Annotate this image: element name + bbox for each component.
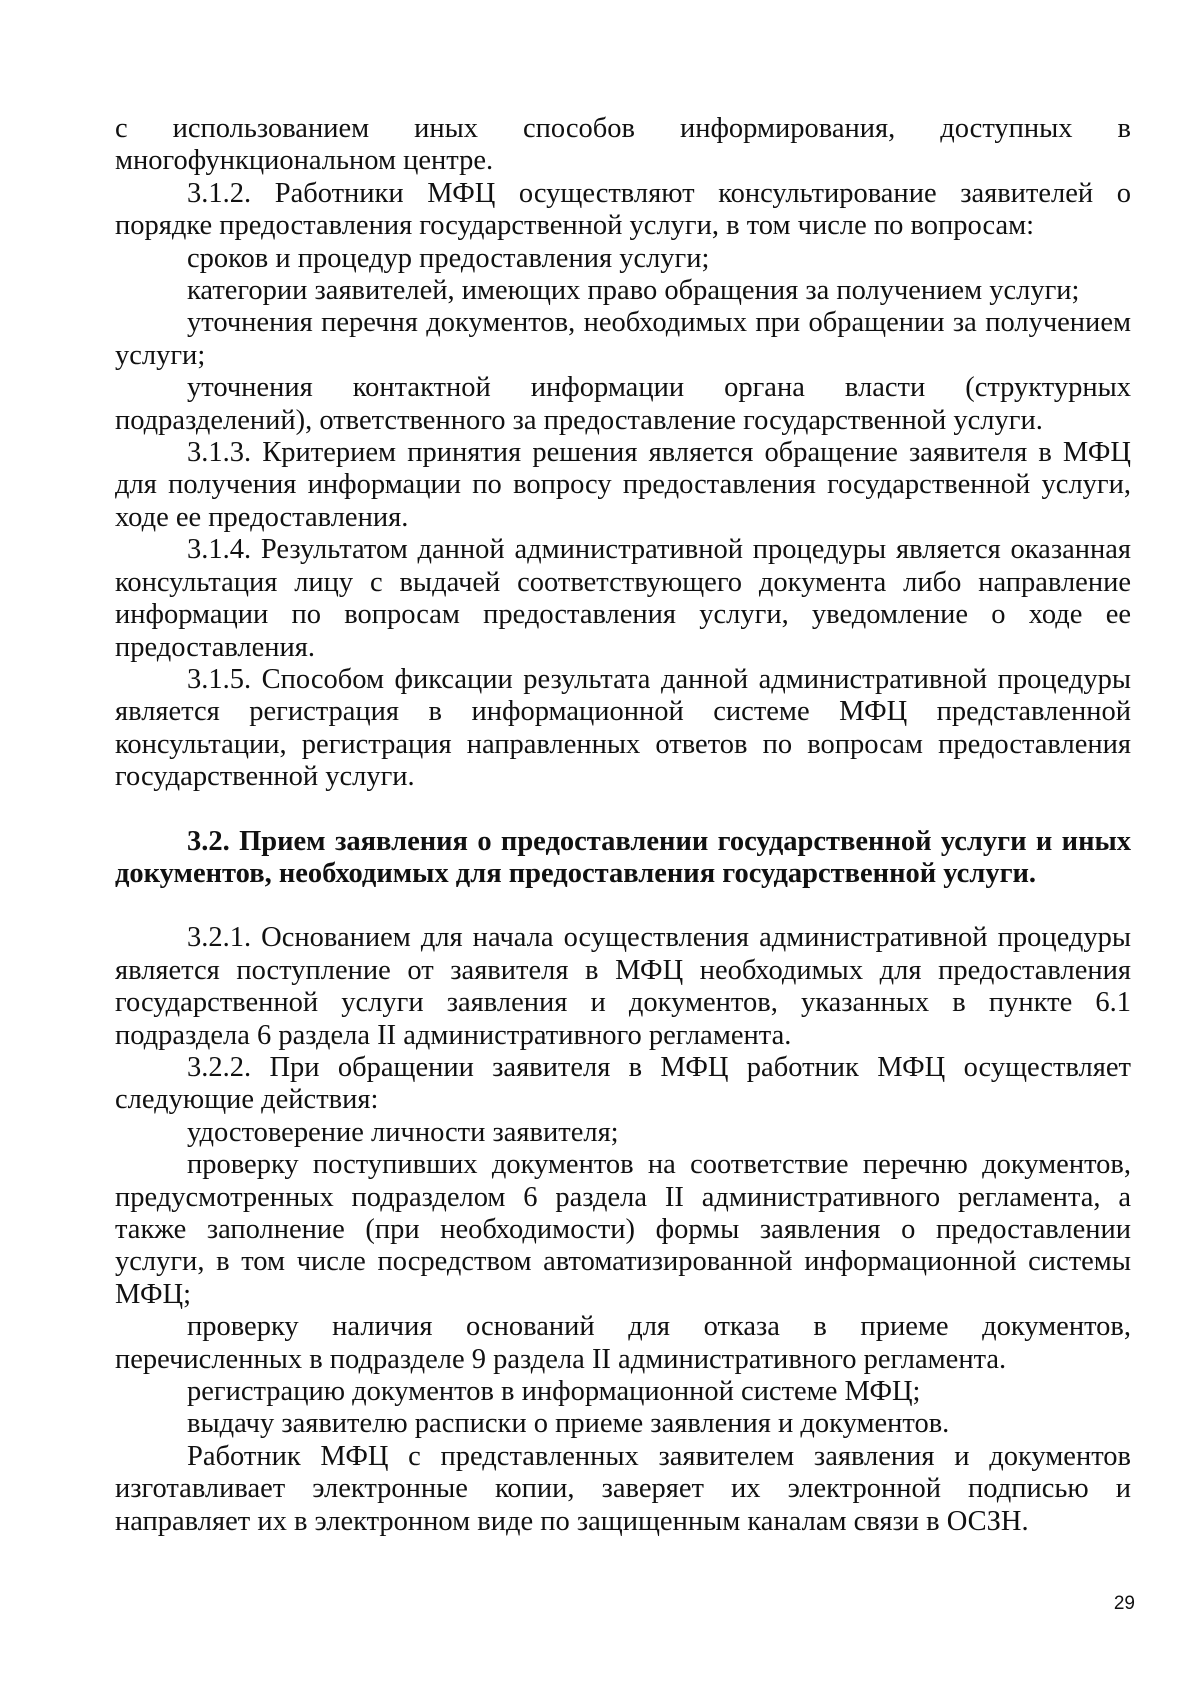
paragraph-3-1-3: 3.1.3. Критерием принятия решения является обращение заявителя в МФЦ для получения информации по вопросу предоставления государственной услуги, ходе ее предоставления. <box>115 437 1131 533</box>
list-item-kontaktnaya-informaciya: уточнения контактной информации органа власти (структурных подразделений), ответственного за предоставление государственной услуги. <box>115 372 1131 436</box>
list-item-proverka-osnovaniy: проверку наличия оснований для отказа в приеме документов, перечисленных в подразделе 9 раздела II административного регламента. <box>115 1311 1131 1375</box>
document-page <box>115 113 1131 1538</box>
list-item-kategorii: категории заявителей, имеющих право обращения за получением услуги; <box>187 275 1080 307</box>
list-item-perechen-dokumentov: уточнения перечня документов, необходимых при обращении за получением услуги; <box>115 307 1131 371</box>
list-item-sroki: сроков и процедур предоставления услуги; <box>187 242 710 274</box>
section-heading-3-2: 3.2. Прием заявления о предоставлении государственной услуги и иных документов, необходимых для предоставления государственной услуги. <box>115 825 1131 889</box>
paragraph-3-2-2: 3.2.2. При обращении заявителя в МФЦ работник МФЦ осуществляет следующие действия: <box>115 1051 1131 1116</box>
paragraph-continuation: с использованием иных способов информирования, доступных в многофункциональном центре. <box>115 113 1131 177</box>
paragraph-3-1-5: 3.1.5. Способом фиксации результата данной административной процедуры является регистрация в информационной системе МФЦ представленной консультации, регистрация направленных ответов по вопросам предоставления государственной услуги. <box>115 663 1131 793</box>
paragraph-3-2-1: 3.2.1. Основанием для начала осуществления административной процедуры является поступление от заявителя в МФЦ необходимых для предоставления государственной услуги заявления и документов, указанных в пункте 6.1 подраздела 6 раздела II административного регламента. <box>115 922 1131 1051</box>
list-item-proverka-dokumentov: проверку поступивших документов на соответствие перечню документов, предусмотренных подразделом 6 раздела II административного регламента, а также заполнение (при необходимости) формы заявления о предоставлении услуги, в том числе посредством автоматизированной информационной системы МФЦ; <box>115 1149 1131 1310</box>
paragraph-rabotnik-mfc: Работник МФЦ с представленных заявителем заявления и документов изготавливает электронные копии, заверяет их электронной подписью и направляет их в электронном виде по защищенным каналам связи в ОСЗН. <box>115 1440 1131 1537</box>
list-item-udostoverenie: удостоверение личности заявителя; <box>187 1116 619 1148</box>
list-item-vydacha-raspiski: выдачу заявителю расписки о приеме заявления и документов. <box>187 1408 950 1440</box>
page-number: 29 <box>1113 1593 1135 1614</box>
list-item-registraciya: регистрацию документов в информационной системе МФЦ; <box>187 1376 921 1408</box>
paragraph-3-1-2: 3.1.2. Работники МФЦ осуществляют консультирование заявителей о порядке предоставления государственной услуги, в том числе по вопросам: <box>115 177 1131 242</box>
paragraph-3-1-4: 3.1.4. Результатом данной административной процедуры является оказанная консультация лицу с выдачей соответствующего документа либо направление информации по вопросам предоставления услуги, уведомление о ходе ее предоставления. <box>115 534 1131 663</box>
